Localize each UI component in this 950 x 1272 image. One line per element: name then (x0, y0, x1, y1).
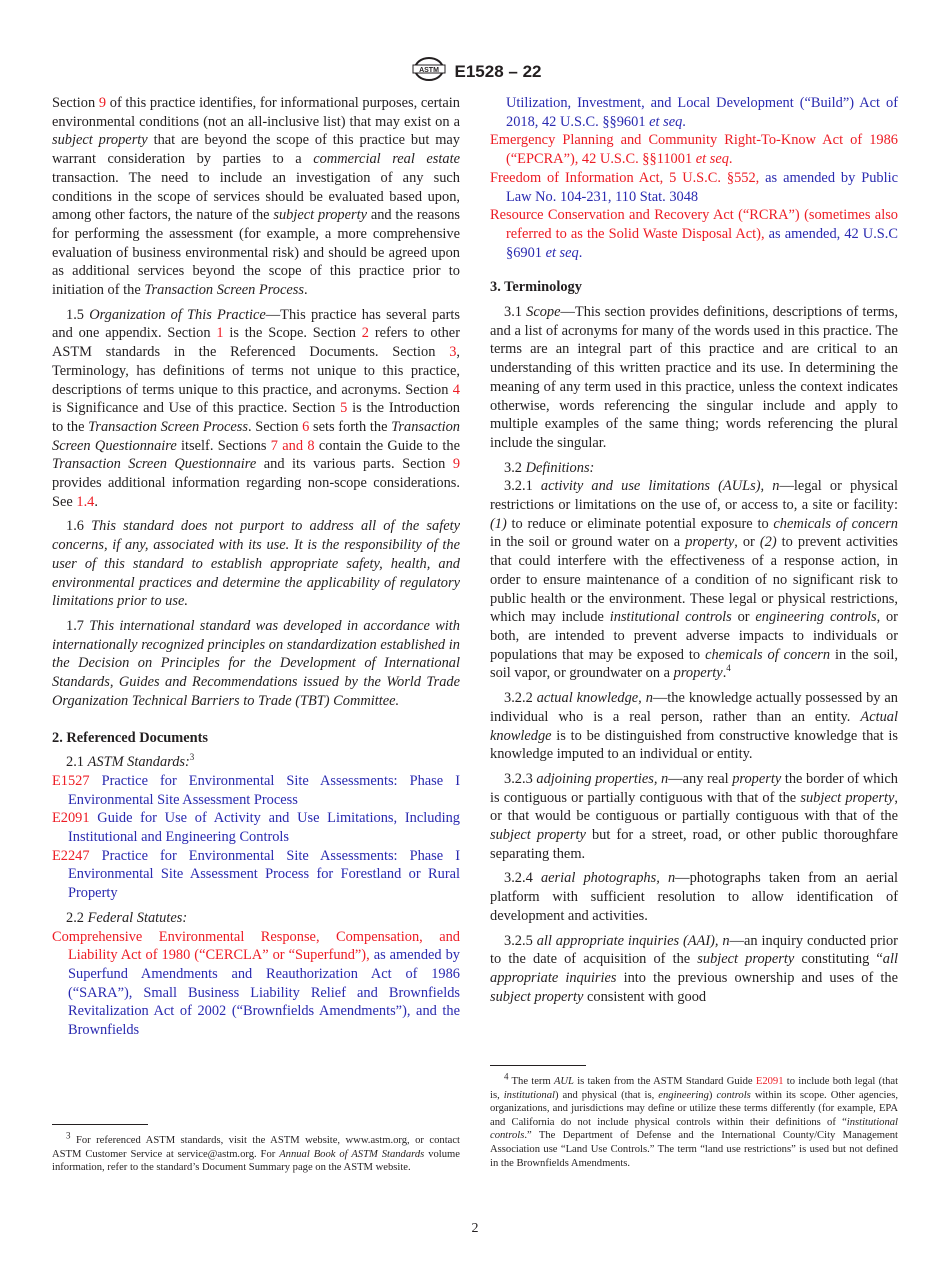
ref-epcra (490, 131, 898, 168)
foia-amendment-link[interactable]: as amended by Public Law No. 104-231, 110 Stat. 3048 (506, 169, 898, 205)
ref-e2247 (52, 847, 460, 903)
footnote-3: $^3$ For referenced ASTM standards, visit the ASTM website, www.astm.org, or contact ASTM Customer Service at service@astm.org. For Annual Book of ASTM Standards volume information, refer to the standard’s Document Summary page on the ASTM website. (52, 1130, 460, 1174)
astm-logo-icon (409, 56, 449, 87)
link-section-9[interactable]: 9 (98, 95, 107, 111)
paragraph-1-6: 1.6 This standard does not purport to address all of the safety concerns, if any, associated with its use. It is the responsibility of the user of this standard to establish appropriate safety, health, and environmental practices and determine the applicability of regulatory limitations prior to use. (52, 518, 460, 610)
ref-title-link[interactable]: Practice for Environmental Site Assessments: Phase I Environmental Site Assessment Process for Forestland or Rural Property (68, 847, 460, 902)
footnote-ref-4[interactable]: 4 (726, 663, 731, 674)
footnote-4: $^4$ The term AUL is taken from the ASTM Standard Guide E2091 to include both legal (that is, institutional) and physical (that is, engineering) controls within its scope. Other agencies, organizations, and jurisdictions may define or utilize these terms differently (for example, EPA and California do not include physical controls within their definitions of “institutional controls.” The Department of Defense and the International County/City Management Association use “Land Use Controls.” The term “land use restrictions” is used but not defined in the Brownfields Amendments. (490, 1071, 899, 1169)
document-code: E1528 – 22 (454, 61, 542, 81)
link-section-1[interactable]: 1 (216, 325, 224, 342)
link-section-3[interactable]: 3 (449, 344, 457, 361)
foia-link[interactable]: Freedom of Information Act, 5 U.S.C. §552, (490, 169, 760, 186)
paragraph-3-1: 3.1 Scope—This section provides definitions, descriptions of terms, and a list of acronyms for many of the words used in this practice. The terms are an integral part of this practice and are critical to an understanding of this written practice and its use. In determining the meaning of any term used in this practice, unless the context indicates otherwise, words referencing the singular include and apply to multiple examples of the same thing; words referencing the plural include the singular. (490, 304, 898, 451)
ref-code-link[interactable]: E2091 (52, 810, 90, 827)
cercla-amendments-link[interactable]: as amended by Superfund Amendments and Reauthorization Act of 1986 (“SARA”), Small Business Liability Relief and Brownfields Revitalization Act of 2002 (“Brownfields Amendments”), and the Brownfields (68, 947, 460, 1039)
svg-text:ASTM: ASTM (418, 66, 439, 74)
ref-rcra (490, 206, 898, 262)
ref-e2091 (52, 809, 460, 846)
paragraph-2-2: 2.2 Federal Statutes: (66, 909, 188, 926)
link-section-5[interactable]: 5 (340, 400, 348, 417)
ref-code-link[interactable]: E1527 (52, 772, 90, 789)
ref-cercla (52, 928, 460, 1040)
ref-title-link[interactable]: Practice for Environmental Site Assessments: Phase I Environmental Site Assessment Process (68, 772, 460, 808)
epcra-link[interactable]: Emergency Planning and Community Right-To-Know Act of 1986 (“EPCRA”), 42 U.S.C. §§11001 et seq. (490, 132, 898, 168)
definition-3-2-4: 3.2.4 aerial photographs, n—photographs taken from an aerial platform with sufficient resolution to allow identification of development and activities. (490, 870, 898, 924)
paragraph-3-2: 3.2 Definitions: (504, 459, 595, 476)
ref-e1527 (52, 772, 460, 809)
paragraph-1-4-continued: Section 9 of this practice identifies, for informational purposes, certain environmental conditions (not an all-inclusive list) that may exist on a subject property that are beyond the scope of this practice but may warrant consideration by parties to a commercial real estate transaction. The need to include an investigation of any such conditions in the scope of services should be evaluated based upon, among other factors, the nature of the subject property and the reasons for performing the assessment (for example, a more comprehensive evaluation of business environmental risk) and should be agreed upon as additional services beyond the scope of this practice prior to initiation of the Transaction Screen Process. (52, 95, 460, 299)
left-column (52, 94, 460, 1040)
paragraph-1-7: 1.7 This international standard was developed in accordance with internationally recognized principles on standardization established in the Decision on Principles for the Development of International Standards, Guides and Recommendations issued by the World Trade Organization Technical Barriers to Trade (TBT) Committee. (52, 617, 460, 709)
rcra-link[interactable]: Resource Conservation and Recovery Act (“RCRA”) (sometimes also referred to as the Solid Waste Disposal Act), (490, 207, 898, 242)
footnote-rule-right (490, 1065, 586, 1066)
page-header (0, 56, 950, 87)
definition-3-2-3: 3.2.3 adjoining properties, n—any real property the border of which is contiguous or partially contiguous with that of the subject property, or that would be contiguous or partially contiguous with that of the subject property but for a street, road, or other public thoroughfare separating them. (490, 770, 898, 862)
link-section-4[interactable]: 4 (452, 381, 460, 398)
paragraph-2-1: 2.1 ASTM Standards:$^3$ (66, 752, 195, 771)
page-number: 2 (471, 1221, 479, 1236)
right-column (490, 94, 898, 1012)
ref-code-link[interactable]: E2247 (52, 847, 90, 864)
link-section-9b[interactable]: 9 (452, 456, 461, 473)
definition-3-2-2: 3.2.2 actual knowledge, n—the knowledge actually possessed by an individual who is a real person, rather than an entity. Actual knowledge is to be distinguished from constructive knowledge that is knowledge imputed to an individual or entity. (490, 690, 898, 763)
cercla-link[interactable]: Comprehensive Environmental Response, Compensation, and Liability Act of 1980 (“CERCLA” or “Superfund”), (52, 928, 460, 964)
link-section-1-4[interactable]: 1.4 (76, 493, 95, 510)
build-act-link[interactable]: Utilization, Investment, and Local Development (“Build”) Act of 2018, 42 U.S.C. §§9601 et seq. (506, 95, 898, 130)
rcra-amended-link[interactable]: as amended, 42 U.S.C §6901 et seq. (506, 225, 898, 261)
footnote-e2091-link[interactable]: E2091 (755, 1076, 784, 1087)
paragraph-1-5: 1.5 Organization of This Practice—This practice has several parts and one appendix. Section 1 is the Scope. Section 2 refers to other ASTM standards in the Referenced Documents. Section 3, Terminology, has definitions of terms not unique to this practice, descriptions of terms unique to this practice, and acronyms. Section 4 is Significance and Use of this practice. Section 5 is the Introduction to the Transaction Screen Process. Section 6 sets forth the Transaction Screen Questionnaire itself. Sections 7 and 8 contain the Guide to the Transaction Screen Questionnaire and its various parts. Section 9 provides additional information regarding non-scope considerations. See 1.4. (52, 306, 461, 510)
definition-3-2-1: 3.2.1 activity and use limitations (AULs), n—legal or physical restrictions or limitations on the use of, or access to, a site or facility: (1) to reduce or eliminate potential exposure to chemicals of concern in the soil or ground water on a property, or (2) to prevent activities that could interfere with the effectiveness of a response action, in order to ensure maintenance of a condition of no significant risk to public health or the environment. These legal or physical restrictions, which may include institutional controls or engineering controls, or both, are intended to prevent adverse impacts to individuals or populations that may be exposed to chemicals of concern in the soil, soil vapor, or groundwater on a property.$^4$ (490, 478, 899, 682)
section-3-heading: 3. Terminology (490, 279, 582, 296)
link-section-6[interactable]: 6 (302, 418, 310, 435)
ref-foia (490, 169, 898, 206)
ref-title-link[interactable]: Guide for Use of Activity and Use Limitations, Including Institutional and Engineering Controls (68, 810, 460, 846)
ref-build-continued (490, 94, 898, 131)
section-2-heading: 2. Referenced Documents (52, 729, 208, 746)
link-sections-7-8[interactable]: 7 and 8 (270, 437, 315, 454)
link-section-2[interactable]: 2 (361, 325, 369, 342)
footnote-rule-left (52, 1124, 148, 1125)
definition-3-2-5: 3.2.5 all appropriate inquiries (AAI), n—an inquiry conducted prior to the date of acquisition of the subject property constituting “all appropriate inquiries into the previous ownership and uses of the subject property consistent with good (490, 932, 898, 1005)
